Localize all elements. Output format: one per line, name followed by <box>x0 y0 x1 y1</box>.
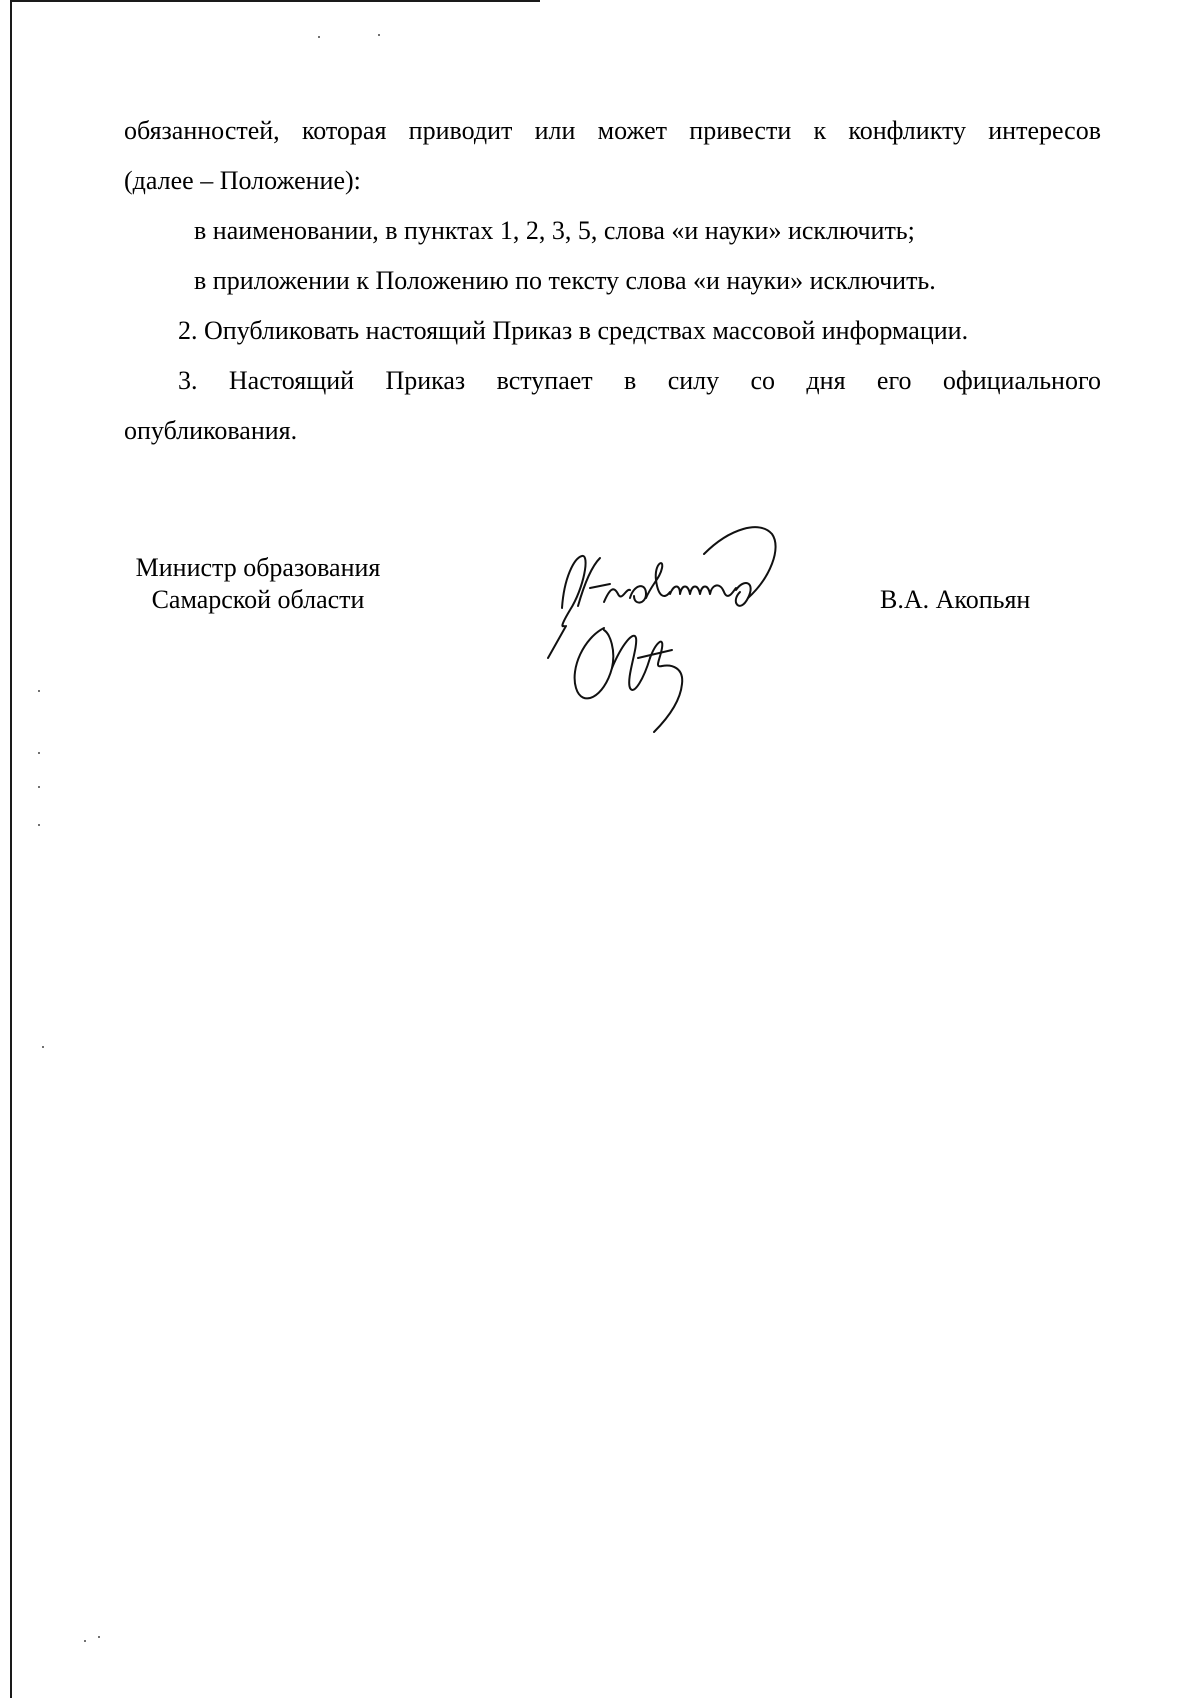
paragraph-item-3-line-2: опубликования. <box>124 416 298 445</box>
paragraph-2: в наименовании, в пунктах 1, 2, 3, 5, слова «и науки» исключить; <box>194 216 915 245</box>
scan-speck <box>38 690 40 692</box>
paragraph-1-line-2: (далее – Положение): <box>124 166 361 195</box>
scan-speck <box>318 36 320 38</box>
paragraph-1-line-1: обязанностей, которая приводит или может привести к конфликту интересов <box>124 116 1101 145</box>
position-line-2: Самарской области <box>151 585 365 614</box>
scan-speck <box>42 1046 44 1048</box>
signature-block <box>124 552 1101 752</box>
scan-speck <box>98 1636 100 1638</box>
scan-speck <box>38 786 40 788</box>
scan-speck <box>84 1640 86 1642</box>
signer-name: В.А. Акопьян <box>880 585 1031 614</box>
paragraph-3: в приложении к Положению по тексту слова «и науки» исключить. <box>194 266 936 295</box>
paragraph-item-2: 2. Опубликовать настоящий Приказ в средствах массовой информации. <box>178 316 969 345</box>
document-body <box>124 106 1101 456</box>
scan-edge-top <box>10 0 540 2</box>
scan-speck <box>38 824 40 826</box>
handwritten-signature <box>534 518 834 738</box>
scan-edge-left <box>10 0 12 1698</box>
position-line-1: Министр образования <box>135 553 381 582</box>
scan-speck <box>38 752 40 754</box>
paragraph-item-3-line-1: 3. Настоящий Приказ вступает в силу со дня его официального <box>178 366 1101 395</box>
scan-speck <box>378 34 380 36</box>
signer-position <box>124 552 392 616</box>
